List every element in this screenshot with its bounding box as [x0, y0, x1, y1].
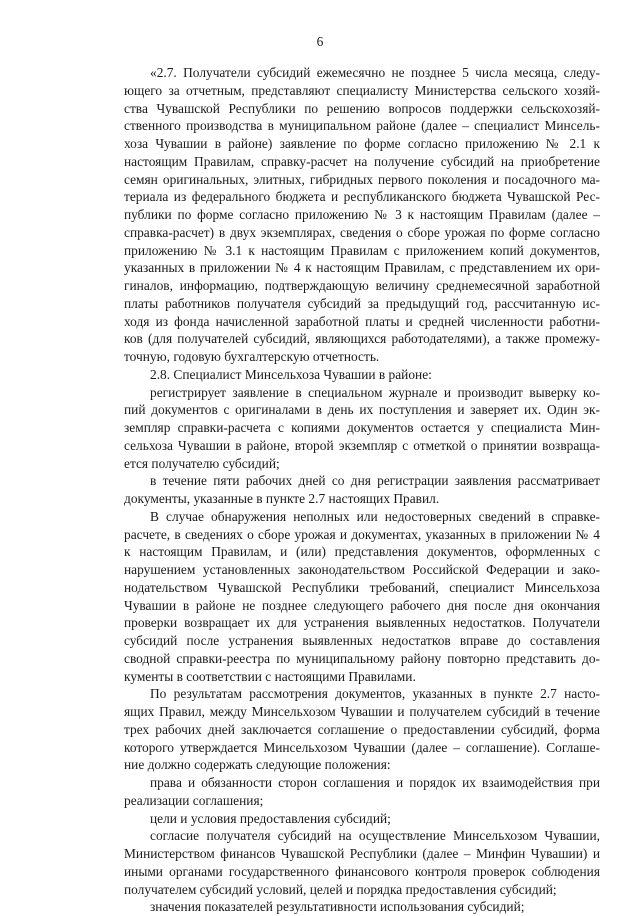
text-line: приложению № 3.1 к настоящим Правилам с приложением копий документов, [124, 242, 600, 258]
text-line: 2.8. Специалист Минсельхоза Чувашии в районе: [150, 366, 432, 382]
text-line: кументы в соответствии с настоящими Правилами. [124, 668, 416, 684]
text-line: справка-расчет) в двух экземплярах, сведения о сборе урожая по форме согласно [124, 224, 600, 240]
text-line: ящих Правил, между Минсельхозом Чувашии и получателем субсидий в течение [124, 704, 600, 719]
text-line: в течение пяти рабочих дней со дня регистрации заявления рассматривает [150, 473, 600, 489]
text-line: «2.7. Получатели субсидий ежемесячно не позднее 5 числа месяца, следу- [150, 65, 600, 80]
text-line: регистрирует заявление в специальном журнале и производит выверку ко- [150, 384, 600, 400]
text-line: ства Чувашской Республики по решению вопросов поддержки сельскохозяй- [124, 100, 600, 116]
text-line: проверки возвращает их для устранения выявленных недостатков. Получатели [124, 615, 600, 631]
paragraph [124, 898, 600, 916]
text-line: ходя из фонда начисленной заработной платы и средней численности работни- [124, 313, 600, 329]
text-line: гиналов, информацию, подтверждающую величину среднемесячной заработной [124, 278, 600, 293]
text-line: субсидий после устранения выявленных недостатков вправе до составления [124, 633, 600, 648]
text-line: семян оригинальных, элитных, гибридных первого поколения и посадочного ма- [124, 171, 600, 187]
text-line: права и обязанности сторон соглашения и порядок их взаимодействия при [150, 775, 600, 790]
text-line: документы, указанные в пункте 2.7 настоящих Правил. [124, 491, 440, 506]
text-line: териала из федерального бюджета и республиканского бюджета Чувашской Рес- [124, 189, 600, 205]
text-line: земпляр справки-расчета с копиями документов остается у специалиста Мин- [124, 420, 600, 435]
page-number: 6 [316, 34, 324, 49]
text-line: согласие получателя субсидий на осуществление Минсельхозом Чувашии, [150, 828, 600, 844]
paragraph [124, 472, 600, 508]
text-line: По результатам рассмотрения документов, указанных в пункте 2.7 насто- [150, 686, 600, 702]
paragraph [124, 366, 600, 384]
paragraph [124, 810, 600, 828]
paragraph [124, 64, 600, 366]
text-line: В случае обнаружения неполных или недостоверных сведений в справке- [150, 508, 600, 524]
text-line: ние должно содержать следующие положения: [124, 757, 391, 773]
text-line: нодательством Чувашской Республики требований, специалист Минсельхоза [124, 579, 600, 595]
paragraph [124, 827, 600, 898]
text-line: настоящим Правилам, справку-расчет на получение субсидий на приобретение [124, 153, 600, 169]
text-line: значения показателей результативности использования субсидий; [150, 899, 525, 915]
text-line: хоза Чувашии в районе) заявление по форме согласно приложению № 2.1 к [124, 136, 600, 151]
paragraph [124, 685, 600, 774]
text-line: реализации соглашения; [124, 792, 264, 808]
text-line: трех рабочих дней заключается соглашение о предоставлении субсидий, форма [124, 721, 600, 737]
text-line: Министерством финансов Чувашской Республики (далее – Минфин Чувашии) и [124, 846, 600, 861]
text-line: сельхоза Чувашии в районе, второй экземпляр с отметкой о принятии возвраща- [124, 437, 600, 453]
text-line: иными органами государственного финансового контроля проверок соблюдения [124, 863, 600, 879]
text-line: ющего за отчетным, представляют специалисту Министерства сельского хозяй- [124, 82, 600, 98]
text-line: точную, годовую бухгалтерскую отчетность. [124, 349, 380, 364]
text-line: расчете, в сведениях о сборе урожая и документах, указанных в приложении № 4 [124, 526, 600, 542]
text-line: ков (для получателей субсидий, являющихся работодателями), а также промежу- [124, 331, 600, 347]
text-line: нарушением установленных законодательством Российской Федерации и зако- [124, 562, 600, 577]
paragraph [124, 384, 600, 473]
text-line: ственного производства в муниципальном районе (далее – специалист Минсель- [124, 118, 600, 134]
text-line: пий документов с оригиналами в день их поступления и заверяет их. Один эк- [124, 402, 600, 418]
text-line: цели и условия предоставления субсидий; [150, 810, 391, 826]
text-line: ется получателю субсидий; [124, 455, 280, 471]
text-line: которого утверждается Минсельхозом Чувашии (далее – соглашение). Соглаше- [124, 739, 600, 755]
text-line: Чувашии в районе не позднее следующего рабочего дня после дня окончания [124, 597, 600, 613]
paragraph [124, 508, 600, 686]
text-line: получателем субсидий условий, целей и порядка предоставления субсидий; [124, 881, 557, 897]
paragraph [124, 774, 600, 810]
text-line: сводной справки-реестра по муниципальному району повторно представить до- [124, 650, 600, 666]
text-line: указанных в приложении № 4 к настоящим Правилам, с представлением их ори- [124, 260, 600, 276]
text-line: платы работников получателя субсидий за предыдущий год, рассчитанную ис- [124, 295, 600, 311]
text-line: к настоящим Правилам, и (или) представления документов, оформленных с [124, 544, 600, 560]
text-line: публики по форме согласно приложению № 3 к настоящим Правилам (далее – [124, 207, 600, 222]
document-body [124, 64, 600, 916]
